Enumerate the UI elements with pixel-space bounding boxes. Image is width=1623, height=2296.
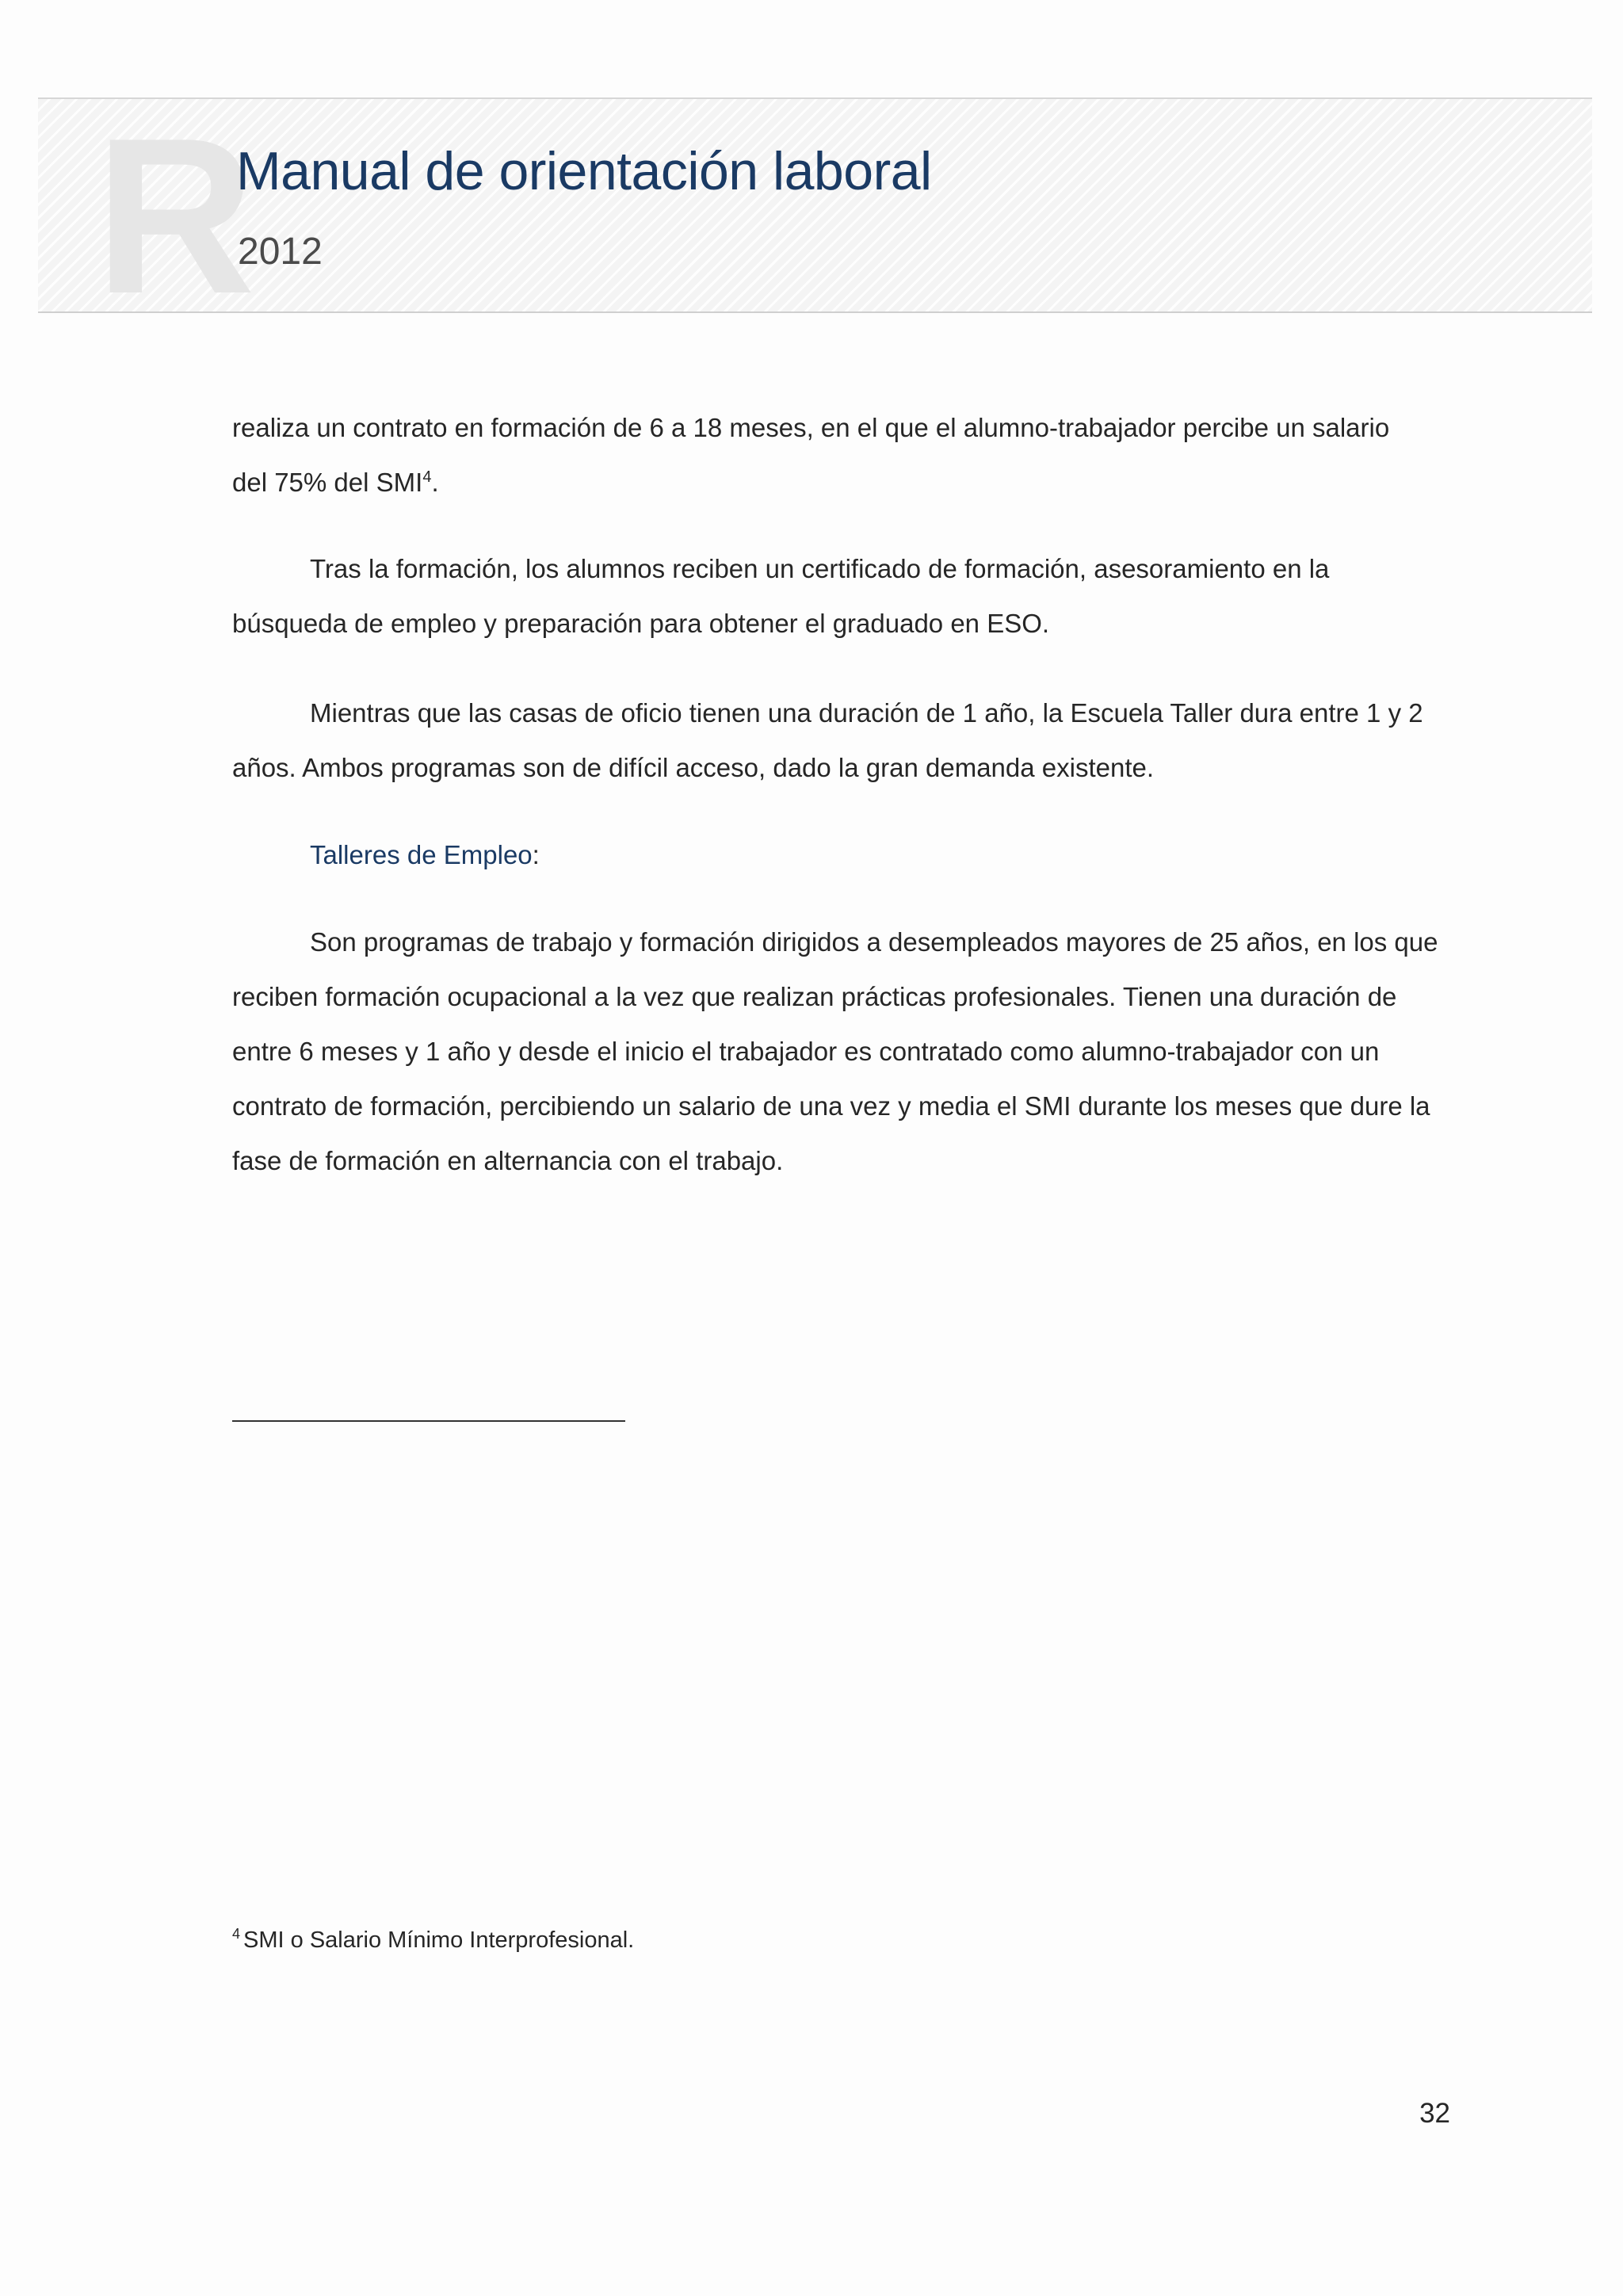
paragraph-1-end: .	[431, 468, 439, 497]
footnote	[232, 1924, 634, 1956]
paragraph-2: Tras la formación, los alumnos reciben un certificado de formación, asesoramiento en la búsqueda de empleo y preparación para obtener el graduado en ESO.	[232, 554, 1330, 638]
footnote-number: 4	[232, 1926, 241, 1943]
logo-watermark: R	[95, 97, 256, 313]
paragraph-1	[232, 400, 1449, 510]
subheading-colon: :	[532, 840, 540, 869]
paragraph-3: Mientras que las casas de oficio tienen una duración de 1 año, la Escuela Taller dura entre 1 y 2 años. Ambos programas son de difícil acceso, dado la gran demanda existente.	[232, 698, 1423, 782]
subheading-talleres-de-empleo: Talleres de Empleo	[310, 840, 533, 869]
paragraph-1-line-1: realiza un contrato en formación de 6 a 18 meses, en el que el alumno-trabajador percibe un salario	[232, 413, 1390, 442]
document-year: 2012	[238, 231, 323, 273]
paragraph-1-line-2: del 75% del SMI	[232, 468, 423, 497]
footnote-reference[interactable]: 4	[422, 468, 432, 486]
subheading-paragraph	[232, 827, 1449, 882]
footnote-text: SMI o Salario Mínimo Interprofesional.	[243, 1927, 635, 1953]
page-number: 32	[1419, 2098, 1450, 2129]
document-title: Manual de orientación laboral	[236, 141, 932, 201]
footnote-separator	[232, 1420, 625, 1422]
paragraph-4: Son programas de trabajo y formación dirigidos a desempleados mayores de 25 años, en los que reciben formación ocupacional a la vez que realizan prácticas profesionales. Tienen una duración de entre 6 meses y 1 año y desde el inicio el trabajador es contratado como alumno-trabajador con un contrato de formación, percibiendo un salario de una vez y media el SMI durante los meses que dure la fase de formación en alternancia con el trabajo.	[232, 927, 1438, 1175]
header-band	[38, 97, 1592, 313]
